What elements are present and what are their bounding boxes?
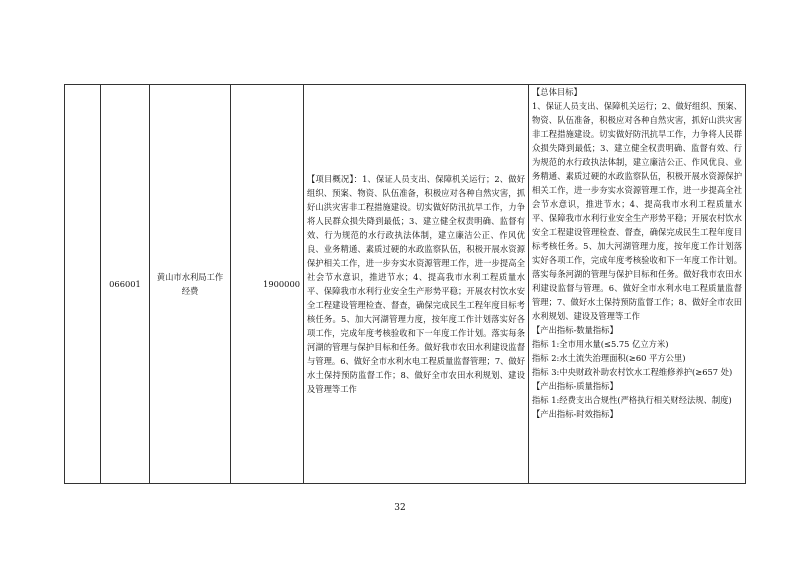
timeliness-indicator-heading: 【产出指标-时效指标】 (532, 409, 618, 419)
project-code: 066001 (101, 85, 150, 484)
quality-indicator-1: 指标 1:经费支出合规性(严格执行相关财经法规、制度) (532, 395, 732, 405)
project-overview: 【项目概况】：1、保证人员支出、保障机关运行；2、做好组织、预案、物资、队伍准备，积极应对各种自然灾害，抓好山洪灾害非工程措施建设。切实做好防汛抗旱工作，力争将人民群众损失降到最低；3、建立健全权责明确、监督有效、行为规范的水行政执法体制，建立廉洁公正、作风优良、业务精通、素质过硬的水政监察队伍，积极开展水资源保护相关工作，进一步夯实水资源管理工作，进一步提高全社会节水意识，推进节水；4、提高我市水利工程质量水平、保障我市水利行业安全生产形势平稳；开展农村饮水安全工程建设管理检查、督查，确保完成民生工程年度目标考核任务。5、加大河湖管理力度，按年度工作计划落实好各项工作，完成年度考核验收和下一年度工作计划。落实每条河湖的管理与保护目标和任务。做好我市农田水利建设监督与管理。6、做好全市水利水电工程质量监督管理；7、做好水土保持预防监督工作；8、做好全市农田水利规划、建设及管理等工作 (307, 174, 525, 394)
quantity-indicator-heading: 【产出指标-数量指标】 (532, 325, 618, 335)
performance-targets-cell (529, 85, 746, 484)
quantity-indicator-2: 指标 2:水土流失治理面积(≥60 平方公里) (532, 353, 686, 363)
project-amount: 1900000 (231, 85, 304, 484)
project-overview-cell (304, 85, 529, 484)
quantity-indicator-1: 指标 1:全市用水量(≤5.75 亿立方米) (532, 339, 669, 349)
overall-target-heading: 【总体目标】 (532, 87, 582, 97)
project-name: 黄山市水利局工作经费 (150, 85, 231, 484)
budget-table (64, 84, 746, 484)
overall-target-text: 1、保证人员支出、保障机关运行；2、做好组织、预案、物资、队伍准备，积极应对各种自然灾害，抓好山洪灾害非工程措施建设。切实做好防汛抗旱工作，力争将人民群众损失降到最低；3、建立健全权责明确、监督有效、行为规范的水行政执法体制，建立廉洁公正、作风优良、业务精通、素质过硬的水政监察队伍，积极开展水资源保护相关工作，进一步夯实水资源管理工作，进一步提高全社会节水意识，推进节水；4、提高我市水利工程质量水平、保障我市水利行业安全生产形势平稳；开展农村饮水安全工程建设管理检查、督查，确保完成民生工程年度目标考核任务。5、加大河湖管理力度，按年度工作计划落实好各项工作，完成年度考核验收和下一年度工作计划。落实每条河湖的管理与保护目标和任务。做好我市农田水利建设监督与管理。6、做好全市水利水电工程质量监督管理；7、做好水土保持预防监督工作；8、做好全市农田水利规划、建设及管理等工作 (532, 101, 742, 321)
blank-cell (65, 85, 101, 484)
page-number: 32 (394, 503, 406, 513)
quantity-indicator-3: 指标 3:中央财政补助农村饮水工程维修养护(≥657 处) (532, 367, 733, 377)
quality-indicator-heading: 【产出指标-质量指标】 (532, 381, 618, 391)
table-row (65, 85, 746, 484)
